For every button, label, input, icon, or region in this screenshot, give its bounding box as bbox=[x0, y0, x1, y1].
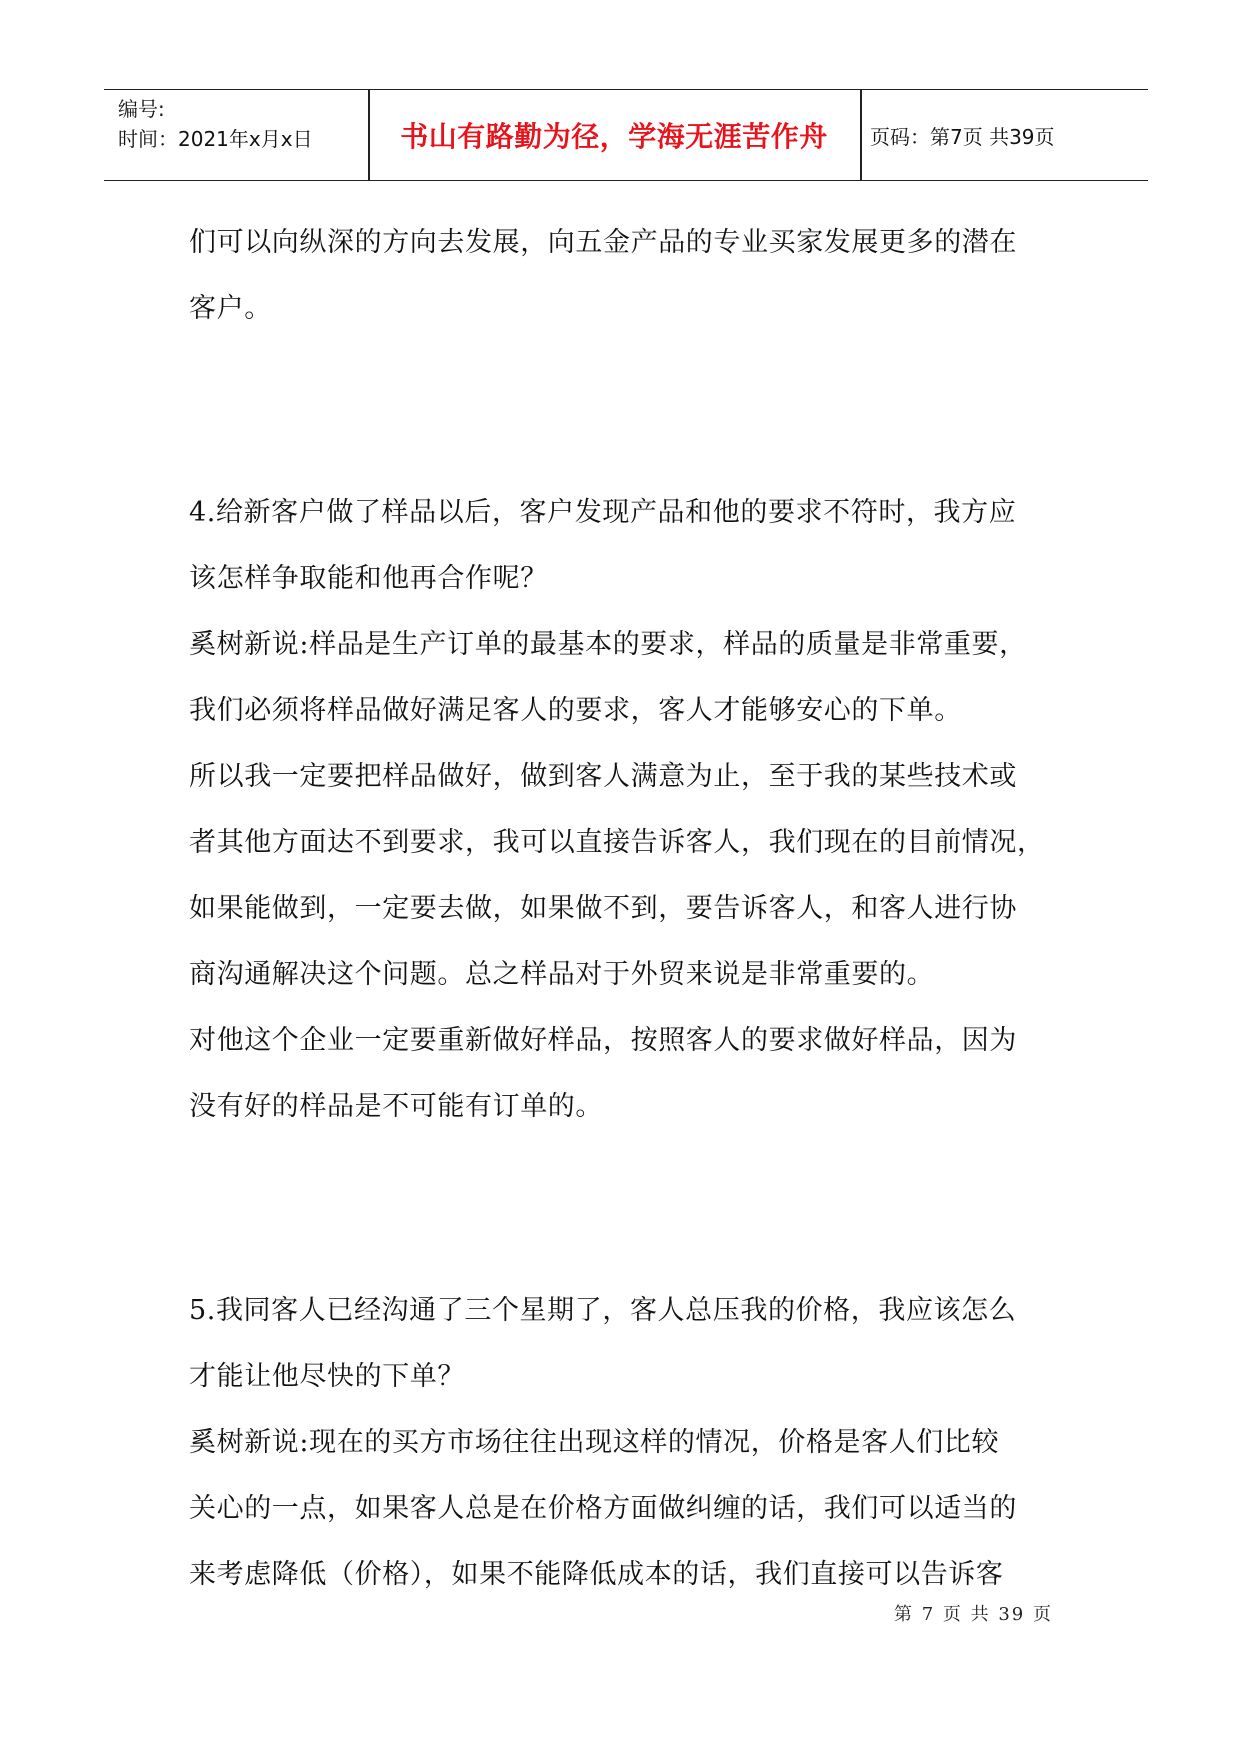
paragraph-continued bbox=[189, 210, 1059, 342]
question-5-section bbox=[189, 1278, 1059, 1608]
date-label: 时间：2021年x月x日 bbox=[118, 127, 313, 151]
document-body bbox=[189, 210, 1059, 1608]
header-page-info: 页码：第7页 共39页 bbox=[870, 124, 1055, 149]
text-line: 没有好的样品是不可能有订单的。 bbox=[189, 1091, 603, 1122]
text-line: 商沟通解决这个问题。总之样品对于外贸来说是非常重要的。 bbox=[189, 959, 935, 990]
text-line: 们可以向纵深的方向去发展，向五金产品的专业买家发展更多的潜在 bbox=[189, 227, 1017, 258]
header-divider-right bbox=[860, 90, 862, 180]
spacer bbox=[189, 1140, 1059, 1278]
text-line: 关心的一点，如果客人总是在价格方面做纠缠的话，我们可以适当的 bbox=[189, 1493, 1017, 1524]
text-line: 来考虑降低（价格），如果不能降低成本的话，我们直接可以告诉客 bbox=[189, 1559, 1004, 1590]
text-line: 该怎样争取能和他再合作呢？ bbox=[189, 563, 548, 594]
question-5-title: 5.我同客人已经沟通了三个星期了，客人总压我的价格，我应该怎么 bbox=[189, 1295, 1017, 1326]
text-line: 者其他方面达不到要求，我可以直接告诉客人，我们现在的目前情况， bbox=[189, 827, 1045, 858]
header-motto: 书山有路勤为径，学海无涯苦作舟 bbox=[400, 120, 828, 153]
header-meta bbox=[118, 94, 358, 154]
page-footer: 第 7 页 共 39 页 bbox=[894, 1604, 1053, 1625]
text-line: 所以我一定要把样品做好，做到客人满意为止，至于我的某些技术或 bbox=[189, 761, 1017, 792]
text-line: 才能让他尽快的下单？ bbox=[189, 1361, 465, 1392]
text-line: 如果能做到，一定要去做，如果做不到，要告诉客人，和客人进行协 bbox=[189, 893, 1017, 924]
question-4-title: 4.给新客户做了样品以后，客户发现产品和他的要求不符时，我方应 bbox=[189, 497, 1017, 528]
serial-number-label: 编号: bbox=[118, 97, 165, 121]
question-4-section bbox=[189, 480, 1059, 1140]
spacer bbox=[189, 342, 1059, 480]
text-line: 对他这个企业一定要重新做好样品，按照客人的要求做好样品，因为 bbox=[189, 1025, 1017, 1056]
text-line: 客户。 bbox=[189, 293, 272, 324]
text-line: 奚树新说:现在的买方市场往往出现这样的情况，价格是客人们比较 bbox=[189, 1427, 1000, 1458]
text-line: 我们必须将样品做好满足客人的要求，客人才能够安心的下单。 bbox=[189, 695, 962, 726]
text-line: 奚树新说:样品是生产订单的最基本的要求，样品的质量是非常重要， bbox=[189, 629, 1027, 660]
document-header bbox=[104, 89, 1148, 181]
